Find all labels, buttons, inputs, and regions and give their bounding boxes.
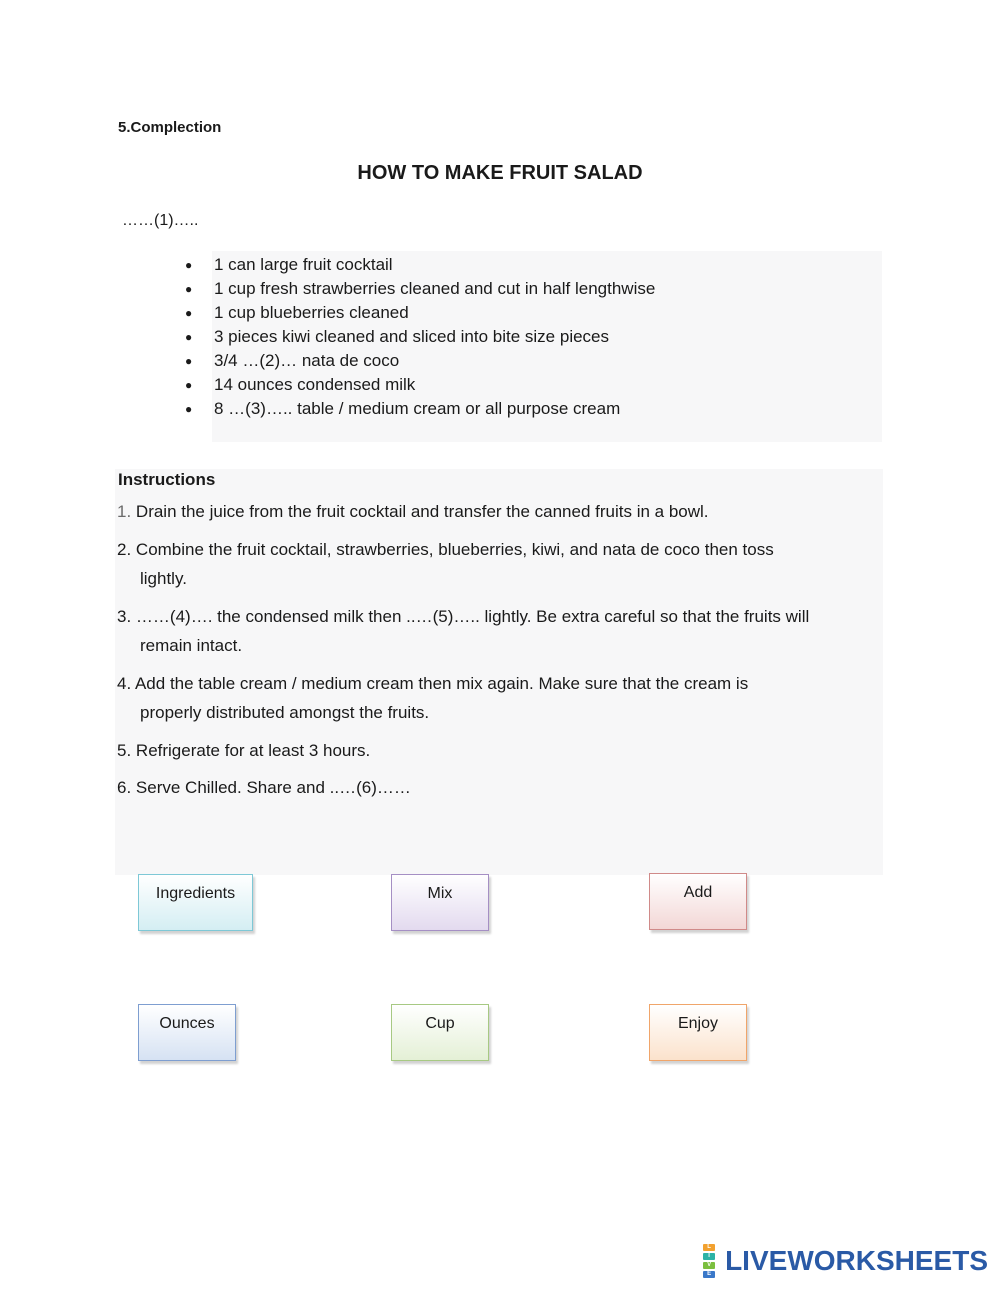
word-enjoy[interactable]: Enjoy (649, 1004, 747, 1061)
liveworksheets-logo[interactable] (703, 1243, 988, 1279)
logo-letter: I (703, 1253, 715, 1260)
list-item: ● 1 can large fruit cocktail (185, 253, 655, 277)
word-ingredients[interactable]: Ingredients (138, 874, 253, 931)
list-item: ● 8 …(3)….. table / medium cream or all purpose cream (185, 397, 655, 421)
logo-letter: L (703, 1244, 715, 1251)
word-ounces[interactable]: Ounces (138, 1004, 236, 1061)
bullet-icon: ● (185, 354, 193, 368)
step-1: 1. Drain the juice from the fruit cocktail and transfer the canned fruits in a bowl. (117, 502, 709, 521)
logo-letter: E (703, 1271, 715, 1278)
list-item: ● 14 ounces condensed milk (185, 373, 655, 397)
logo-text: LIVEWORKSHEETS (725, 1245, 988, 1276)
list-item: ● 1 cup fresh strawberries cleaned and cut in half lengthwise (185, 277, 655, 301)
list-item: ● 3/4 …(2)… nata de coco (185, 349, 655, 373)
bullet-icon: ● (185, 330, 193, 344)
instructions-heading: Instructions (118, 470, 216, 489)
word-mix[interactable]: Mix (391, 874, 489, 931)
page-title: HOW TO MAKE FRUIT SALAD (357, 162, 643, 184)
instructions-steps (117, 497, 882, 811)
word-add[interactable]: Add (649, 873, 747, 930)
word-cup[interactable]: Cup (391, 1004, 489, 1061)
bullet-icon: ● (185, 258, 193, 272)
blank-1-text: ……(1)….. (122, 212, 199, 229)
logo-icon (703, 1243, 721, 1279)
list-item: ● 3 pieces kiwi cleaned and sliced into bite size pieces (185, 325, 655, 349)
bullet-icon: ● (185, 282, 193, 296)
bullet-icon: ● (185, 402, 193, 416)
bullet-icon: ● (185, 378, 193, 392)
step-3: 3. ……(4)…. the condensed milk then ..…(5)….. lightly. Be extra careful so that the fruits will remain intact. (117, 606, 810, 655)
step-5: 5. Refrigerate for at least 3 hours. (117, 740, 371, 760)
ingredients-list (185, 253, 655, 421)
step-2: 2. Combine the fruit cocktail, strawberries, blueberries, kiwi, and nata de coco then toss lightly. (117, 539, 774, 588)
logo-letter: V (703, 1262, 715, 1269)
step-6: 6. Serve Chilled. Share and ..…(6)…… (117, 778, 411, 797)
step-4: 4. Add the table cream / medium cream then mix again. Make sure that the cream is properly distributed amongst the fruits. (117, 673, 749, 722)
list-item: ● 1 cup blueberries cleaned (185, 301, 655, 325)
section-label: 5.Complection (118, 119, 222, 136)
bullet-icon: ● (185, 306, 193, 320)
